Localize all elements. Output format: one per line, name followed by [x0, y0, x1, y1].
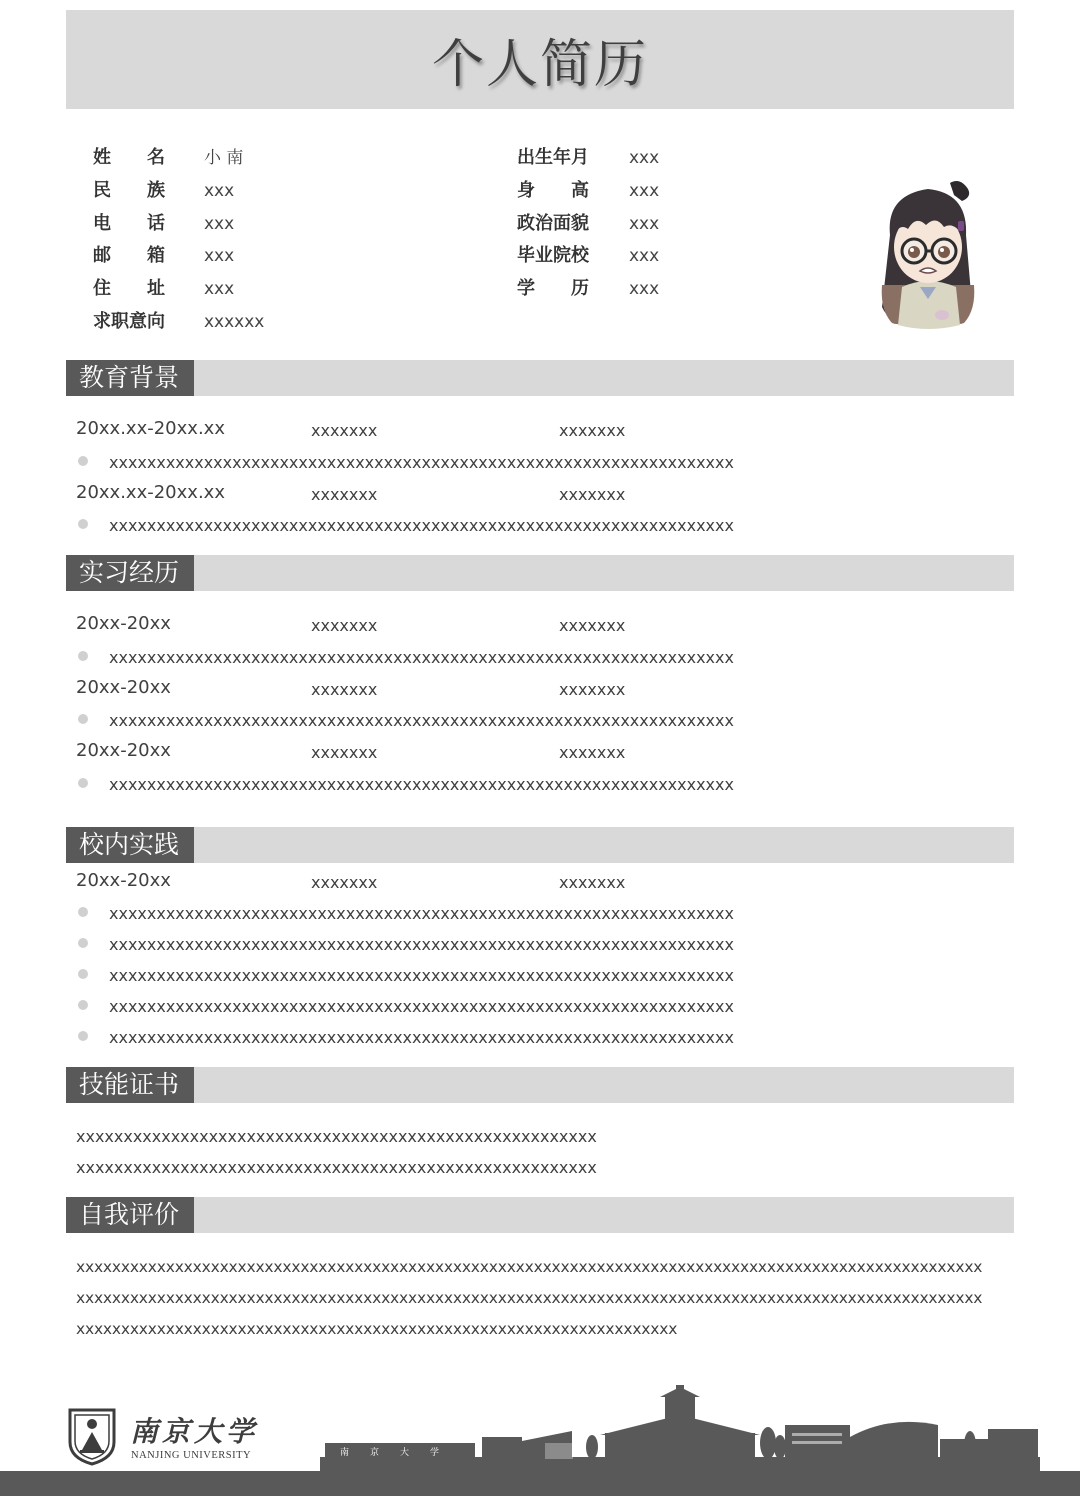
info-value-name: 小 南: [204, 148, 244, 168]
info-label-degree: 学 历: [517, 278, 589, 299]
internship-detail: xxxxxxxxxxxxxxxxxxxxxxxxxxxxxxxxxxxxxxxxxxxxxxxxxxxxxxxxxxxxxxxxxx: [109, 775, 734, 794]
title-banner: [66, 10, 1014, 109]
campus-role: xxxxxxx: [559, 873, 626, 892]
info-label-phone: 电 话: [93, 213, 165, 234]
internship-role: xxxxxxx: [559, 743, 626, 762]
section-skills-header: [66, 1067, 1014, 1103]
section-education-header: [66, 360, 1014, 396]
info-value-height: xxx: [629, 181, 660, 201]
info-value-political: xxx: [629, 214, 660, 234]
education-school: xxxxxxx: [311, 421, 378, 440]
bullet-icon: [78, 778, 88, 788]
education-detail: xxxxxxxxxxxxxxxxxxxxxxxxxxxxxxxxxxxxxxxxxxxxxxxxxxxxxxxxxxxxxxxxxx: [109, 453, 734, 472]
bullet-icon: [78, 1031, 88, 1041]
section-campus-header: [66, 827, 1014, 863]
university-name-en: NANJING UNIVERSITY: [131, 1450, 252, 1461]
info-value-ethnicity: xxx: [204, 181, 235, 201]
info-label-objective: 求职意向: [93, 311, 165, 332]
internship-company: xxxxxxx: [311, 743, 378, 762]
skills-line: xxxxxxxxxxxxxxxxxxxxxxxxxxxxxxxxxxxxxxxxxxxxxxxxxxxxxxx: [76, 1158, 597, 1177]
avatar: [868, 175, 988, 335]
skyline-sign-text: 京: [370, 1448, 380, 1458]
campus-org: xxxxxxx: [311, 873, 378, 892]
education-school: xxxxxxx: [311, 485, 378, 504]
info-value-objective: xxxxxx: [204, 312, 265, 332]
education-date: 20xx.xx-20xx.xx: [76, 418, 225, 439]
info-label-height: 身 高: [517, 180, 589, 201]
section-title: 技能证书: [66, 1067, 194, 1103]
section-self-header: [66, 1197, 1014, 1233]
info-label-ethnicity: 民 族: [93, 180, 165, 201]
info-label-birth: 出生年月: [517, 147, 589, 168]
internship-date: 20xx-20xx: [76, 677, 171, 698]
info-value-email: xxx: [204, 246, 235, 266]
internship-company: xxxxxxx: [311, 680, 378, 699]
info-label-political: 政治面貌: [517, 213, 589, 234]
internship-date: 20xx-20xx: [76, 613, 171, 634]
bullet-icon: [78, 1000, 88, 1010]
campus-detail: xxxxxxxxxxxxxxxxxxxxxxxxxxxxxxxxxxxxxxxxxxxxxxxxxxxxxxxxxxxxxxxxxx: [109, 997, 734, 1016]
campus-date: 20xx-20xx: [76, 870, 171, 891]
info-label-school: 毕业院校: [517, 245, 589, 266]
info-label-email: 邮 箱: [93, 245, 165, 266]
internship-date: 20xx-20xx: [76, 740, 171, 761]
info-value-school: xxx: [629, 246, 660, 266]
info-value-address: xxx: [204, 279, 235, 299]
section-internship-header: [66, 555, 1014, 591]
education-detail: xxxxxxxxxxxxxxxxxxxxxxxxxxxxxxxxxxxxxxxxxxxxxxxxxxxxxxxxxxxxxxxxxx: [109, 516, 734, 535]
bullet-icon: [78, 938, 88, 948]
bullet-icon: [78, 456, 88, 466]
section-title: 实习经历: [66, 555, 194, 591]
campus-skyline-image: [310, 1385, 1050, 1473]
info-value-degree: xxx: [629, 279, 660, 299]
bullet-icon: [78, 969, 88, 979]
self-line: xxxxxxxxxxxxxxxxxxxxxxxxxxxxxxxxxxxxxxxxxxxxxxxxxxxxxxxxxxxxxxxxxxxxxxxxxxxxxxxxxxxxxxxxxxxxxxxxxxxxx: [76, 1289, 983, 1307]
skyline-sign-text: 大: [400, 1448, 410, 1458]
section-title: 教育背景: [66, 360, 194, 396]
internship-company: xxxxxxx: [311, 616, 378, 635]
info-value-phone: xxx: [204, 214, 235, 234]
footer-bar: [0, 1471, 1080, 1496]
section-title: 校内实践: [66, 827, 194, 863]
university-name-cn: 南京大学: [130, 1415, 259, 1448]
skills-line: xxxxxxxxxxxxxxxxxxxxxxxxxxxxxxxxxxxxxxxxxxxxxxxxxxxxxxx: [76, 1127, 597, 1146]
education-major: xxxxxxx: [559, 485, 626, 504]
internship-role: xxxxxxx: [559, 616, 626, 635]
university-emblem-icon: [66, 1406, 118, 1466]
campus-detail: xxxxxxxxxxxxxxxxxxxxxxxxxxxxxxxxxxxxxxxxxxxxxxxxxxxxxxxxxxxxxxxxxx: [109, 904, 734, 923]
skyline-sign-text: 学: [430, 1448, 440, 1458]
page-title: 个人简历: [431, 35, 648, 95]
internship-role: xxxxxxx: [559, 680, 626, 699]
internship-detail: xxxxxxxxxxxxxxxxxxxxxxxxxxxxxxxxxxxxxxxxxxxxxxxxxxxxxxxxxxxxxxxxxx: [109, 648, 734, 667]
info-value-birth: xxx: [629, 148, 660, 168]
bullet-icon: [78, 907, 88, 917]
education-major: xxxxxxx: [559, 421, 626, 440]
bullet-icon: [78, 651, 88, 661]
campus-detail: xxxxxxxxxxxxxxxxxxxxxxxxxxxxxxxxxxxxxxxxxxxxxxxxxxxxxxxxxxxxxxxxxx: [109, 966, 734, 985]
self-line: xxxxxxxxxxxxxxxxxxxxxxxxxxxxxxxxxxxxxxxxxxxxxxxxxxxxxxxxxxxxxxxxxxxxxxxxxxxxxxxxxxxxxxxxxxxxxxxxxxxxx: [76, 1258, 983, 1276]
bullet-icon: [78, 519, 88, 529]
education-date: 20xx.xx-20xx.xx: [76, 482, 225, 503]
section-title: 自我评价: [66, 1197, 194, 1233]
info-label-address: 住 址: [93, 278, 165, 299]
internship-detail: xxxxxxxxxxxxxxxxxxxxxxxxxxxxxxxxxxxxxxxxxxxxxxxxxxxxxxxxxxxxxxxxxx: [109, 711, 734, 730]
info-label-name: 姓 名: [93, 147, 165, 168]
campus-detail: xxxxxxxxxxxxxxxxxxxxxxxxxxxxxxxxxxxxxxxxxxxxxxxxxxxxxxxxxxxxxxxxxx: [109, 1028, 734, 1047]
self-line: xxxxxxxxxxxxxxxxxxxxxxxxxxxxxxxxxxxxxxxxxxxxxxxxxxxxxxxxxxxxxxxxxxx: [76, 1320, 678, 1338]
skyline-sign-text: 南: [340, 1448, 350, 1458]
bullet-icon: [78, 714, 88, 724]
campus-detail: xxxxxxxxxxxxxxxxxxxxxxxxxxxxxxxxxxxxxxxxxxxxxxxxxxxxxxxxxxxxxxxxxx: [109, 935, 734, 954]
